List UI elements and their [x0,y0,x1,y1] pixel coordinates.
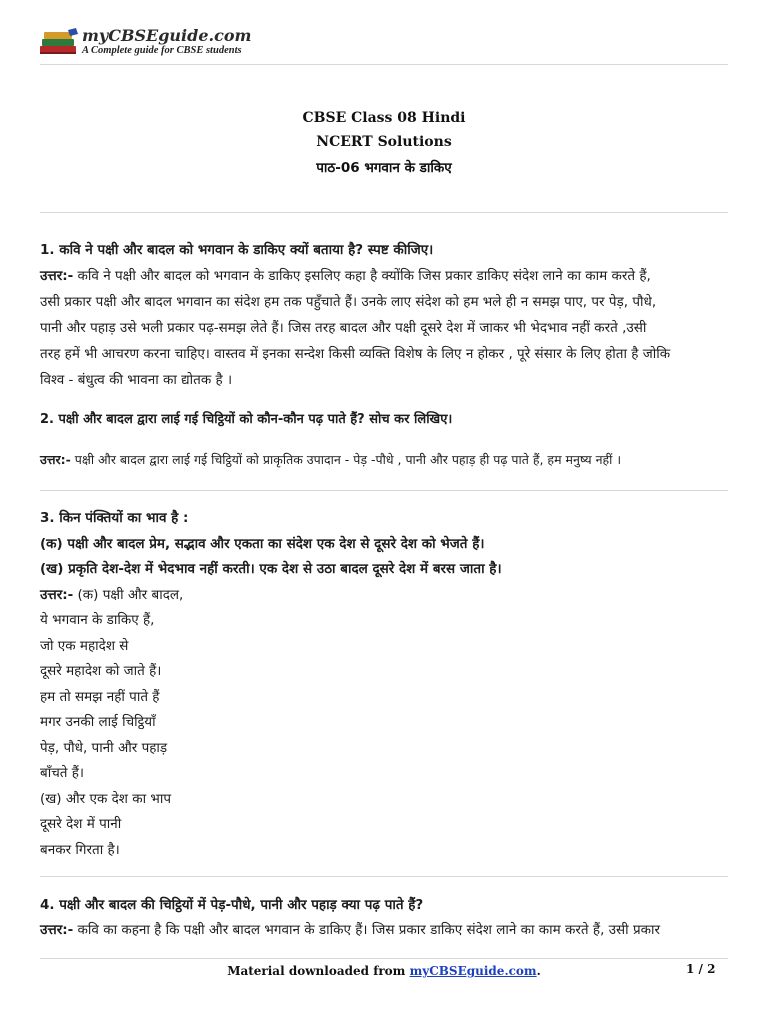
answer-4-text: कवि का कहना है कि पक्षी और बादल भगवान के डाकिए हैं। जिस प्रकार डाकिए संदेश लाने का काम करते हैं, उसी प्रकार [73,922,661,938]
answer-label: उत्तर:- [40,922,74,938]
header-divider [40,64,728,65]
answer-4-line-1 [40,920,660,938]
question-3-part-a: (क) पक्षी और बादल प्रेम, सद्भाव और एकता का संदेश एक देश से दूसरे देश को भेजते हैं। [40,536,485,552]
books-icon [38,28,80,58]
poem-line: दूसरे महादेश को जाते हैं। [40,663,162,679]
answer-1-line-1 [40,266,651,284]
answer-1-line-3: पानी और पहाड़ उसे भली प्रकार पढ़-समझ लेते हैं। जिस तरह बादल और पक्षी दूसरे देश में जाकर भी भेदभाव नहीं करते ,उसी [40,320,647,336]
footer-prefix: Material downloaded from [227,964,410,978]
answer-1-line-4: तरह हमें भी आचरण करना चाहिए। वास्तव में इनका सन्देश किसी व्यक्ति विशेष के लिए न होकर , पूरे संसार के लिए होता है जोकि [40,346,671,362]
site-logo[interactable] [38,26,258,62]
poem-line: हम तो समझ नहीं पाते हैं [40,689,160,705]
question-4: 4. पक्षी और बादल की चिट्ठियों में पेड़-पौधे, पानी और पहाड़ क्या पढ़ पाते हैं? [40,897,424,913]
poem-line: दूसरे देश में पानी [40,816,122,832]
answer-label: उत्तर:- [40,452,71,467]
answer-label: उत्तर:- [40,587,74,603]
section-divider [40,490,728,491]
question-1: 1. कवि ने पक्षी और बादल को भगवान के डाकिए क्यों बताया है? स्पष्ट कीजिए। [40,242,434,258]
answer-3-line-1 [40,585,183,603]
answer-2-text: पक्षी और बादल द्वारा लाई गई चिट्ठियों को प्राकृतिक उपादान - पेड़ -पौधे , पानी और पहाड़ ही पढ़ पाते हैं, हम मनुष्य नहीं । [70,452,622,467]
answer-1-text: कवि ने पक्षी और बादल को भगवान के डाकिए इसलिए कहा है क्योंकि जिस प्रकार डाकिए संदेश लाने का काम करते हैं, [73,268,651,284]
poem-line: मगर उनकी लाई चिट्ठियाँ [40,714,156,730]
poem-line: पेड़, पौधे, पानी और पहाड़ [40,740,168,756]
answer-label: उत्तर:- [40,268,74,284]
footer-note [0,964,768,978]
footer-divider [40,958,728,959]
page-number: 1 / 2 [686,962,716,976]
question-3: 3. किन पंक्तियों का भाव है : [40,510,189,526]
chapter-title: पाठ-06 भगवान के डाकिए [316,160,452,176]
question-2: 2. पक्षी और बादल द्वारा लाई गई चिट्ठियों को कौन-कौन पढ़ पाते हैं? सोच कर लिखिए। [40,412,453,427]
poem-line: ये भगवान के डाकिए हैं, [40,612,155,628]
logo-title: myCBSEguide.com [82,26,252,45]
answer-3-text: (क) पक्षी और बादल, [73,587,184,603]
footer-link[interactable]: myCBSEguide.com [409,964,537,978]
footer-suffix: . [536,964,541,978]
poem-line: (ख) और एक देश का भाप [40,791,172,807]
poem-line: बाँचते हैं। [40,765,85,781]
answer-1-line-5: विश्व - बंधुत्व की भावना का द्योतक है । [40,372,233,388]
poem-line: बनकर गिरता है। [40,842,120,858]
doc-title: CBSE Class 08 Hindi [302,110,466,126]
answer-1-line-2: उसी प्रकार पक्षी और बादल भगवान का संदेश हम तक पहुँचाते हैं। उनके लाए संदेश को हम भले ही न समझ पाए, पर पेड़, पौधे, [40,294,657,310]
answer-2 [40,451,621,468]
question-3-part-b: (ख) प्रकृति देश-देश में भेदभाव नहीं करती। एक देश से उठा बादल दूसरे देश में बरस जाता है। [40,561,502,577]
poem-line: जो एक महादेश से [40,638,129,654]
doc-subtitle: NCERT Solutions [316,134,452,150]
logo-tagline: A Complete guide for CBSE students [82,45,242,56]
section-divider [40,876,728,877]
title-divider [40,212,728,213]
